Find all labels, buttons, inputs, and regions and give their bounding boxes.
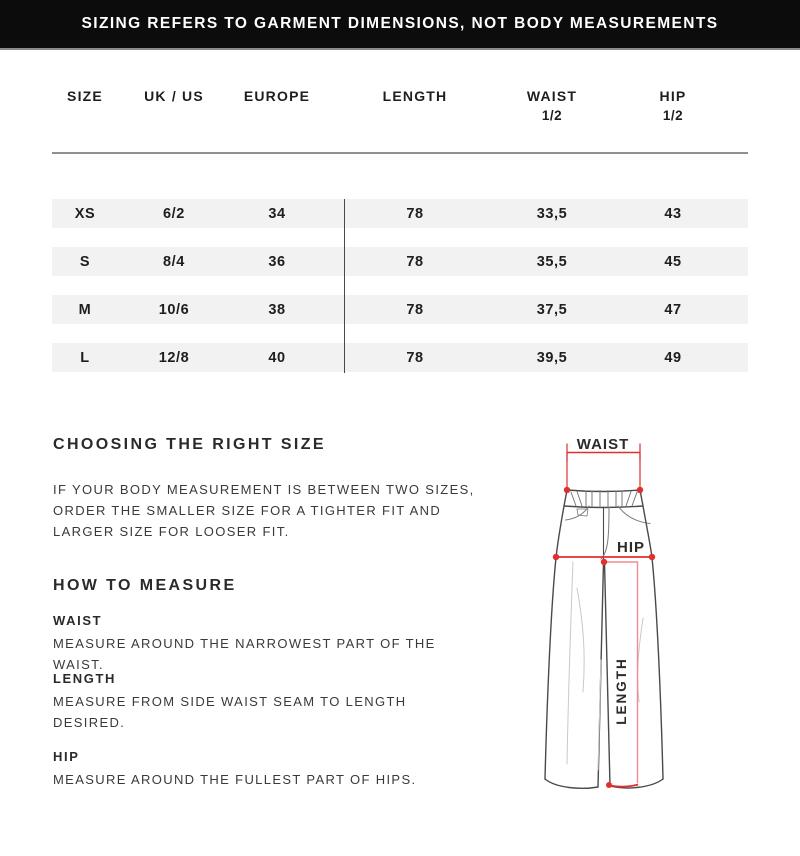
pants-outline-icon bbox=[545, 490, 663, 788]
table-row-xs bbox=[52, 199, 748, 228]
disclaimer-text: SIZING REFERS TO GARMENT DIMENSIONS, NOT BODY MEASUREMENTS bbox=[81, 15, 719, 32]
table-cell: 43 bbox=[664, 205, 682, 222]
table-cell: 10/6 bbox=[158, 301, 190, 318]
table-cell: 78 bbox=[406, 205, 424, 222]
measure-term-hip: HIP bbox=[53, 749, 80, 764]
choosing-size-heading: CHOOSING THE RIGHT SIZE bbox=[53, 436, 326, 453]
column-header-europe bbox=[230, 88, 324, 123]
column-header-label: WAIST bbox=[526, 88, 578, 104]
table-cell: M bbox=[78, 301, 92, 318]
column-header-label: HIP bbox=[659, 88, 687, 104]
waist-measure-annotation bbox=[564, 436, 643, 493]
measure-desc-hip: MEASURE AROUND THE FULLEST PART OF HIPS. bbox=[53, 772, 417, 787]
table-cell: 49 bbox=[664, 349, 682, 366]
column-header-label: UK / US bbox=[144, 88, 204, 104]
table-cell: 37,5 bbox=[536, 301, 568, 318]
measure-desc-length: MEASURE FROM SIDE WAIST SEAM TO LENGTH DESIRED. bbox=[53, 694, 407, 730]
table-header-row bbox=[52, 88, 748, 123]
column-header-sublabel: 1/2 bbox=[541, 108, 563, 123]
table-cell: 12/8 bbox=[158, 349, 190, 366]
table-cell: 78 bbox=[406, 349, 424, 366]
table-cell: 36 bbox=[268, 253, 286, 270]
table-cell: L bbox=[80, 349, 90, 366]
table-row-s bbox=[52, 247, 748, 276]
measure-term-length: LENGTH bbox=[53, 671, 117, 686]
column-header-label: SIZE bbox=[67, 88, 103, 104]
length-measure-annotation bbox=[601, 559, 638, 788]
table-cell: 34 bbox=[268, 205, 286, 222]
table-cell: 47 bbox=[664, 301, 682, 318]
column-header-label: LENGTH bbox=[382, 88, 448, 104]
table-vertical-divider bbox=[344, 199, 345, 373]
table-cell: 6/2 bbox=[163, 205, 185, 222]
table-cell: 40 bbox=[268, 349, 286, 366]
table-cell: 8/4 bbox=[163, 253, 185, 270]
table-cell: 78 bbox=[406, 253, 424, 270]
measure-term-waist: WAIST bbox=[53, 613, 103, 628]
table-cell: 33,5 bbox=[536, 205, 568, 222]
disclaimer-banner bbox=[0, 0, 800, 50]
table-cell: S bbox=[79, 253, 91, 270]
choosing-size-body: IF YOUR BODY MEASUREMENT IS BETWEEN TWO SIZES, ORDER THE SMALLER SIZE FOR A TIGHTER FIT AND LARGER SIZE FOR LOOSER FIT. bbox=[53, 482, 475, 539]
column-header-hip bbox=[598, 88, 748, 123]
column-header-size bbox=[52, 88, 118, 123]
header-divider-rule bbox=[52, 152, 748, 154]
table-row-l bbox=[52, 343, 748, 372]
table-cell: 45 bbox=[664, 253, 682, 270]
table-cell: 35,5 bbox=[536, 253, 568, 270]
waist-label: WAIST bbox=[576, 436, 630, 453]
column-header-sublabel: 1/2 bbox=[662, 108, 684, 123]
column-header-label: EUROPE bbox=[243, 88, 311, 104]
column-header-length bbox=[324, 88, 506, 123]
pants-diagram bbox=[530, 425, 700, 800]
table-row-m bbox=[52, 295, 748, 324]
table-cell: 38 bbox=[268, 301, 286, 318]
table-cell: 78 bbox=[406, 301, 424, 318]
column-header-uk-us bbox=[118, 88, 230, 123]
hip-label: HIP bbox=[616, 539, 646, 556]
table-cell: XS bbox=[74, 205, 96, 222]
length-label: LENGTH bbox=[614, 657, 629, 725]
column-header-waist bbox=[506, 88, 598, 123]
table-cell: 39,5 bbox=[536, 349, 568, 366]
how-to-measure-heading: HOW TO MEASURE bbox=[53, 577, 237, 594]
measure-desc-waist: MEASURE AROUND THE NARROWEST PART OF THE WAIST. bbox=[53, 636, 436, 672]
